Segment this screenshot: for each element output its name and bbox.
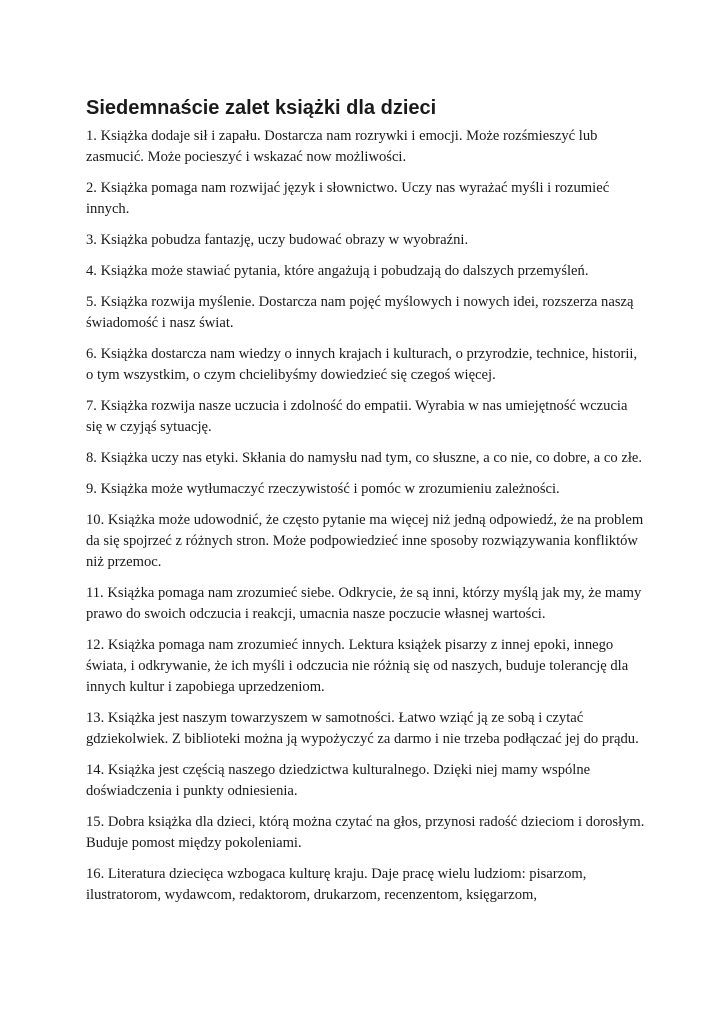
list-item-15: 15. Dobra książka dla dzieci, którą można czytać na głos, przynosi radość dzieciom i dorosłym. Buduje pomost między pokoleniami. (86, 814, 645, 851)
list-item-1: 1. Książka dodaje sił i zapału. Dostarcza nam rozrywki i emocji. Może rozśmieszyć lub zasmucić. Może pocieszyć i wskazać now możliwości. (86, 128, 598, 165)
list-item-11: 11. Książka pomaga nam zrozumieć siebe. Odkrycie, że są inni, którzy myślą jak my, że mamy prawo do swoich odczucia i reakcji, umacnia nasze poczucie własnej wartości. (86, 585, 642, 622)
list-item-8: 8. Książka uczy nas etyki. Skłania do namysłu nad tym, co słuszne, a co nie, co dobre, a co złe. (86, 450, 643, 466)
list-item-5: 5. Książka rozwija myślenie. Dostarcza nam pojęć myślowych i nowych idei, rozszerza naszą świadomość i nasz świat. (86, 294, 634, 331)
list-item-13: 13. Książka jest naszym towarzyszem w samotności. Łatwo wziąć ją ze sobą i czytać gdziekolwiek. Z biblioteki można ją wypożyczyć za darmo i nie trzeba podłączać jej do prądu. (86, 710, 639, 747)
list-item-14: 14. Książka jest częścią naszego dziedzictwa kulturalnego. Dzięki niej mamy wspólne doświadczenia i punkty odniesienia. (86, 762, 591, 799)
list-item-4: 4. Książka może stawiać pytania, które angażują i pobudzają do dalszych przemyśleń. (86, 263, 589, 279)
list-item-3: 3. Książka pobudza fantazję, uczy budować obrazy w wyobraźni. (86, 232, 469, 248)
list-item-10: 10. Książka może udowodnić, że często pytanie ma więcej niż jedną odpowiedź, że na problem da się spojrzeć z różnych stron. Może podpowiedzieć inne sposoby rozwiązywania konfliktów niż przemoc. (86, 512, 644, 570)
list-item-16: 16. Literatura dziecięca wzbogaca kulturę kraju. Daje pracę wielu ludziom: pisarzom, ilustratorom, wydawcom, redaktorom, drukarzom, recenzentom, księgarzom, (86, 866, 587, 903)
list-item-2: 2. Książka pomaga nam rozwijać język i słownictwo. Uczy nas wyrażać myśli i rozumieć innych. (86, 180, 610, 217)
document-page (86, 96, 646, 916)
document-title: Siedemnaście zalet książki dla dzieci (86, 97, 437, 119)
list-item-6: 6. Książka dostarcza nam wiedzy o innych krajach i kulturach, o przyrodzie, technice, historii, o tym wszystkim, o czym chcielibyśmy dowiedzieć się czegoś więcej. (86, 346, 638, 383)
list-item-9: 9. Książka może wytłumaczyć rzeczywistość i pomóc w zrozumieniu zależności. (86, 481, 560, 497)
list-item-12: 12. Książka pomaga nam zrozumieć innych. Lektura książek pisarzy z innej epoki, innego świata, i odkrywanie, że ich myśli i odczucia nie różnią się od naszych, buduje tolerancję dla innych kultur i zapobiega uprzedzeniom. (86, 637, 629, 695)
list-item-7: 7. Książka rozwija nasze uczucia i zdolność do empatii. Wyrabia w nas umiejętność wczucia się w czyjąś sytuację. (86, 398, 628, 435)
